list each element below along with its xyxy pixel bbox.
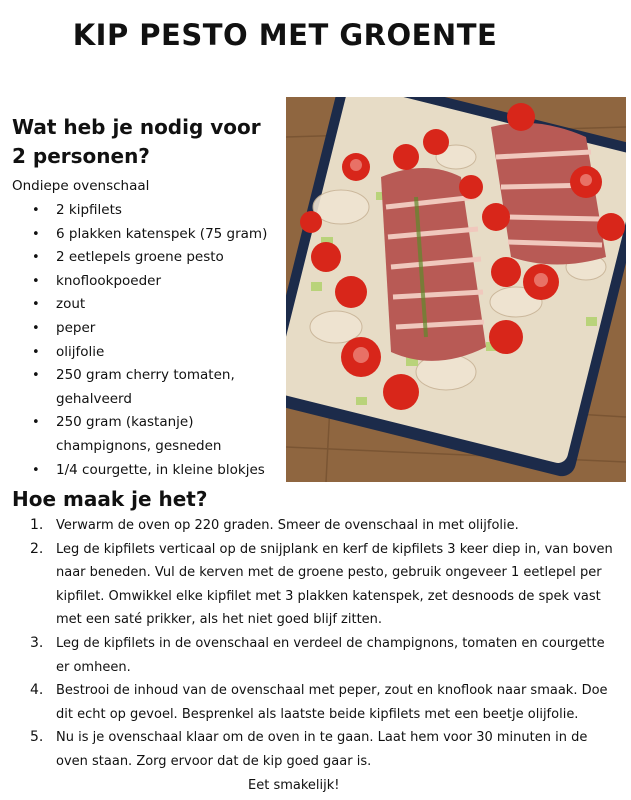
ingredient-item — [16, 411, 281, 458]
bullet-icon: • — [32, 203, 40, 218]
bullet-icon: • — [32, 320, 40, 336]
bullet-icon: • — [32, 415, 40, 431]
ingredient-text: 2 eetlepels groene pesto — [56, 249, 224, 266]
ingredient-text: olijfolie — [56, 343, 105, 360]
ingredient-item — [16, 199, 281, 223]
ingredient-item — [16, 246, 281, 270]
ingredient-item — [16, 341, 281, 365]
step-text: Verwarm de oven op 220 graden. Smeer de ovenschaal in met olijfolie. — [56, 518, 519, 533]
instruction-step — [24, 632, 614, 679]
ingredient-text: peper — [56, 319, 96, 336]
instruction-step — [24, 679, 614, 726]
step-number: 4. — [30, 682, 44, 699]
step-text: Bestrooi de inhoud van de ovenschaal met peper, zout en knoflook naar smaak. Doe dit echt op gevoel. Besprenkel als laatste beide kipfilets met een beetje olijfolie. — [56, 683, 608, 722]
step-text: Leg de kipfilets verticaal op de snijplank en kerf de kipfilets 3 keer diep in, van boven naar beneden. Vul de kerven met de groene pesto, gebruik ongeveer 1 eetlepel per kipfilet. Omwikkel elke kipfilet met 3 plakken katenspek, zet desnoods de spek vast met een saté prikker, als het niet goed blijf zitten. — [56, 541, 613, 628]
ingredient-text: 250 gram cherry tomaten, gehalveerd — [56, 367, 235, 407]
ingredient-text: 250 gram (kastanje) champignons, gesneden — [56, 414, 222, 454]
ingredient-item — [16, 459, 281, 483]
ingredient-item — [16, 223, 281, 247]
step-text: Leg de kipfilets in de ovenschaal en verdeel de champignons, tomaten en courgette er omheen. — [56, 635, 605, 675]
ingredient-item — [16, 270, 281, 294]
ingredient-text: 2 kipfilets — [56, 202, 122, 218]
instruction-step — [24, 538, 614, 632]
ingredient-text: 6 plakken katenspek (75 gram) — [56, 225, 268, 242]
instructions-heading: Hoe maak je het? — [12, 487, 208, 511]
instruction-step — [24, 726, 614, 773]
instructions-list — [24, 514, 614, 774]
ingredient-item — [16, 317, 281, 341]
dish-photo — [286, 97, 626, 482]
recipe-title: KIP PESTO MET GROENTE — [72, 18, 498, 52]
step-number: 3. — [30, 634, 44, 651]
bullet-icon: • — [32, 462, 40, 478]
ingredients-heading: Wat heb je nodig voor 2 personen? — [12, 115, 261, 168]
ingredients-subtitle: Ondiepe ovenschaal — [12, 178, 150, 194]
ingredient-text: knoflookpoeder — [56, 272, 162, 289]
bullet-icon: • — [32, 250, 40, 266]
step-text: Nu is je ovenschaal klaar om de oven in te gaan. Laat hem voor 30 minuten in de oven staan. Zorg ervoor dat de kip goed gaar is. — [56, 730, 588, 769]
bullet-icon: • — [32, 297, 40, 313]
bullet-icon: • — [32, 368, 40, 384]
ingredient-item — [16, 293, 281, 317]
step-number: 1. — [30, 517, 44, 533]
ingredient-text: zout — [56, 296, 86, 313]
bullet-icon: • — [32, 226, 40, 242]
ingredients-list — [16, 199, 281, 482]
bullet-icon: • — [32, 344, 40, 360]
instruction-step — [24, 514, 614, 538]
step-number: 2. — [30, 540, 44, 557]
bullet-icon: • — [32, 273, 40, 289]
step-number: 5. — [30, 729, 44, 746]
ingredient-item — [16, 364, 281, 411]
closing-line: Eet smakelijk! — [248, 778, 340, 793]
ingredient-text: 1/4 courgette, in kleine blokjes — [56, 461, 265, 478]
